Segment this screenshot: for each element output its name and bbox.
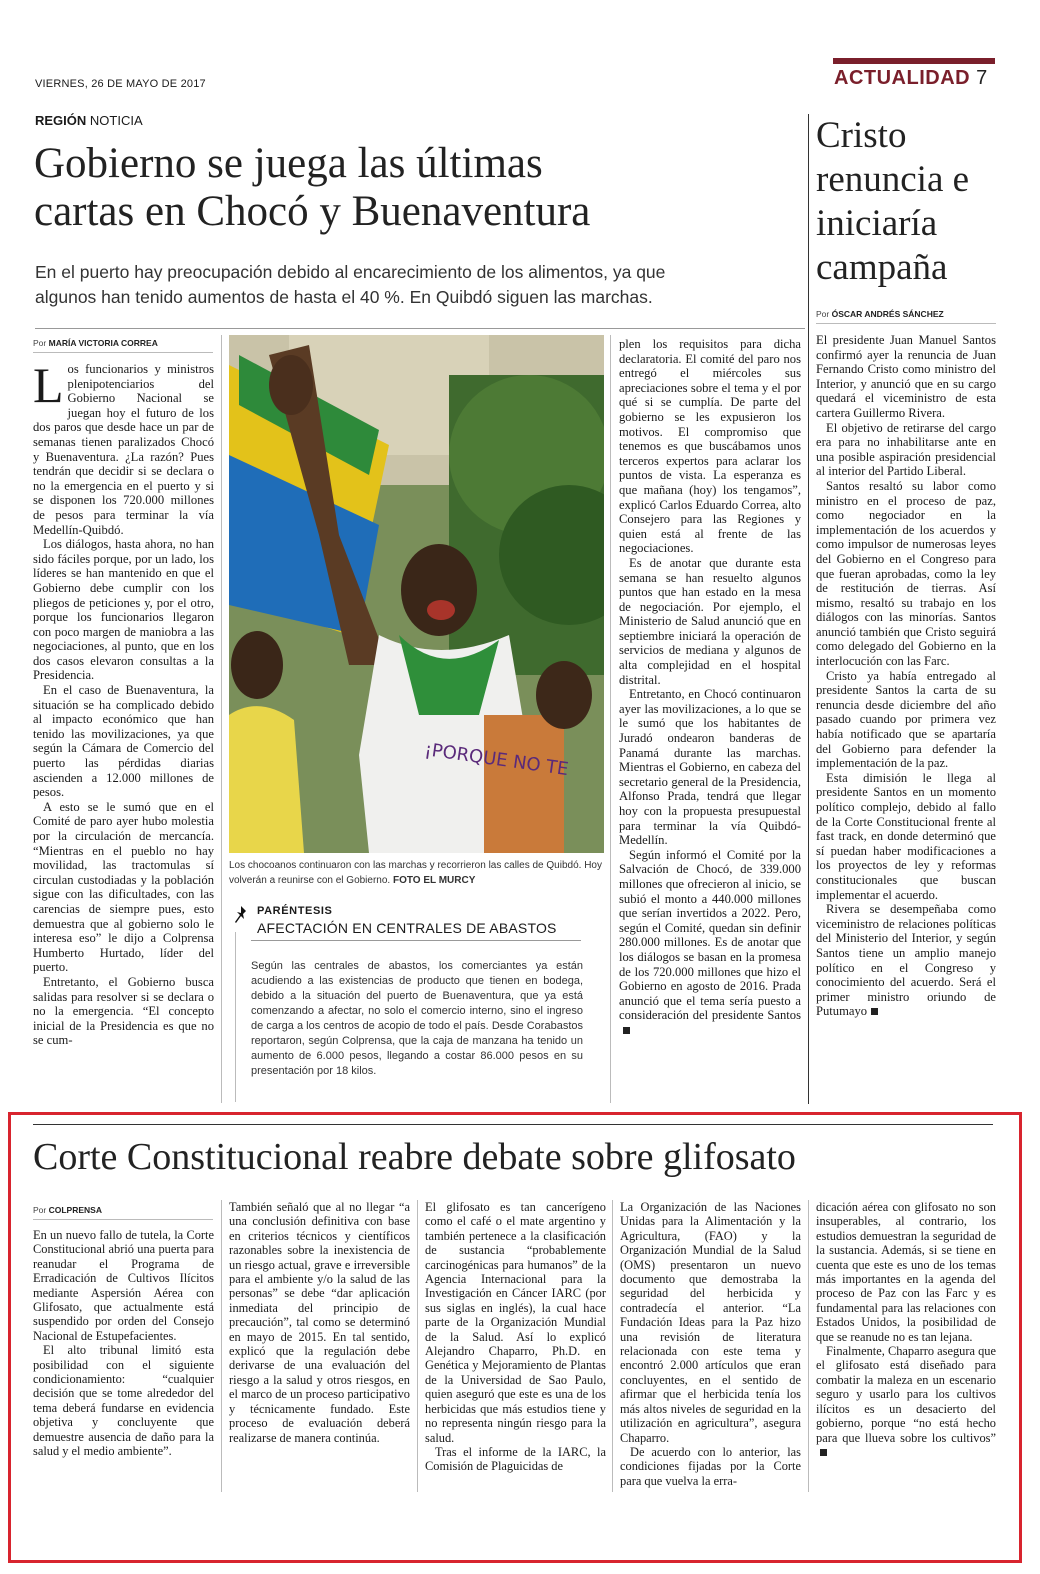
byline-author: ÓSCAR ANDRÉS SÁNCHEZ (831, 309, 944, 319)
end-mark (820, 1449, 827, 1456)
byline-author: MARÍA VICTORIA CORREA (48, 338, 158, 348)
standfirst-line-1: En el puerto hay preocupación debido al encarecimiento de los alimentos, ya que (35, 262, 666, 282)
main-column-3 (619, 337, 801, 1038)
byline-rule (33, 352, 213, 353)
side-column-rule (808, 114, 809, 1104)
rubric-region: REGIÓN (35, 113, 87, 128)
side-headline: Cristo renuncia e iniciaría campaña (816, 115, 970, 288)
photo-illustration (229, 335, 604, 853)
paragraph-text: Rivera se desempeñaba como viceministro de relaciones políticas del Ministerio del Interior, y según Santos tiene un amplio manejo político en el Congreso y conocimiento del acuerdo. Será el primer ministro oriundo de Putumayo (816, 902, 996, 1019)
protest-photo (229, 335, 604, 853)
photo-caption (229, 858, 604, 888)
section-bar (833, 58, 995, 64)
issue-date: VIERNES, 26 DE MAYO DE 2017 (35, 78, 206, 90)
paragraph: El presidente Juan Manuel Santos confirmó ayer la renuncia de Juan Fernando Cristo como ministro del Interior, y anunció que en su cargo quedará el viceministro de esta cartera Guillermo Rivera. (816, 333, 996, 420)
bottom-column-1 (33, 1228, 214, 1459)
box-label: PARÉNTESIS (257, 905, 333, 917)
byline-prefix: Por (33, 1205, 47, 1215)
paragraph: El glifosato es tan cancerígeno como el café o el mate argentino y también pertenece a la clasificación de sustancia “probablemente carcinogénicas para humanos” de la Agencia Internacional para la Investigación en Cáncer IARC (por sus siglas en inglés), la cual hace parte de la Organización Mundial de la Salud. Así lo explicó Alejandro Chaparro, Ph.D. en Genética y Mejoramiento de Plantas de la Universidad de Sao Paulo, quien aseguró que este es una de los herbicidas que más estudios tiene y no representa ningún riesgo para la salud. (425, 1200, 606, 1445)
side-column (816, 333, 996, 1019)
paragraph: El alto tribunal limitó esta posibilidad con el siguiente condicionamiento: “cualquier decisión que se tome alrededor del tema deberá fundarse en evidencia objetiva y concluyente que demuestre ausencia de daño para la salud y el medio ambiente”. (33, 1343, 214, 1459)
divider (35, 328, 805, 329)
paragraph: Entretanto, el Gobierno busca salidas para resolver si se declara o no la emergencia. “El concepto inicial de la Presidencia es que no se cum- (33, 974, 214, 1048)
rubric (35, 113, 143, 128)
paragraph: Entretanto, en Chocó continuaron ayer las movilizaciones, a lo que se le sumó que los habitantes de Juradó ondearon banderas de Panamá durante las marchas. Mientras el Gobierno, en cabeza del secretario general de la Presidencia, Alfonso Prada, tendrá que llegar hoy con la propuesta presupuestal para terminar la vía Quibdó-Medellín. (619, 687, 801, 848)
paragraph (816, 1344, 996, 1459)
byline-author: COLPRENSA (48, 1205, 102, 1215)
column-rule (808, 1200, 809, 1492)
rubric-type: NOTICIA (89, 113, 143, 128)
standfirst-line-2: algunos han tenido aumentos de hasta el 40 %. En Quibdó siguen las marchas. (35, 287, 653, 307)
byline-rule (33, 1219, 213, 1220)
box-side-rule (235, 932, 236, 1102)
paragraph: También señaló que al no llegar “a una conclusión definitiva con base en criterios técnicos y científicos razonables sobre la inexistencia de un riesgo actual, grave e irreversible para el ambiente y/o la salud de las personas” se debe “dar aplicación inmediata del principio de precaución”, tal como se determinó en mayo de 2015. En tal sentido, explicó que la regulación debe derivarse de una evaluación del riesgo a la salud y otros riesgos, en el marco de un proceso participativo y técnicamente fundado. Este proceso de evaluación deberá realizarse de manera continúa. (229, 1200, 410, 1445)
parentesis-box (229, 905, 603, 1103)
box-rule (251, 940, 581, 941)
column-rule (221, 1200, 222, 1492)
divider (33, 1124, 993, 1125)
bottom-column-5 (816, 1200, 996, 1459)
paragraph: Es de anotar que durante esta semana se han resuelto algunos puntos que han estado en la mesa de negociación. Por ejemplo, el Ministerio de Salud anunció que en septiembre iniciará la operación de servicios de mediana y algunos de alta complejidad en el hospital distrital. (619, 555, 801, 687)
placard-text: ¡PORQUE NO TE (423, 739, 570, 781)
paragraph (816, 902, 996, 1019)
main-headline (34, 140, 794, 236)
end-mark (623, 1027, 630, 1034)
paragraph: Santos resaltó su labor como ministro en el proceso de paz, como negociador en la implementación de los acuerdos y como impulsor de numerosas leyes del Gobierno en el Congreso para que fueran aprobadas, como la ley de restitución de tierras. Así mismo, resaltó su trabajo en los diálogos con las minorías. Santos anunció también que Cristo seguirá como delegado del Gobierno en la interlocución con las Farc. (816, 478, 996, 669)
pushpin-icon (233, 905, 249, 925)
main-byline (33, 338, 158, 348)
paragraph: De acuerdo con lo anterior, las condiciones fijadas por la Corte para que vuelva la erra- (620, 1444, 801, 1488)
paragraph-text: os funcionarios y ministros plenipotenciarios del Gobierno Nacional se juegan hoy el futuro de los dos paros que desde hace un par de semanas tienen paralizados Chocó y Buenaventura. ¿La razón? Pues tendrán que decidir si se declara o no la emergencia en el puerto y si se disponen los 720.000 millones de pesos para terminar la vía Medellín-Quibdó. (33, 362, 214, 537)
bottom-column-2 (229, 1200, 410, 1445)
box-text: Según las centrales de abastos, los comerciantes ya están acudiendo a las existencias de producto que tienen en bodega, debido a la situación del puerto de Buenaventura, que ya está comenzando a afectar, no solo el comercio interno, sino el ingreso de carga a los centros de acopio de todo el país. Desde Corabastos reportaron, según Colprensa, que la caja de manzana ha tenido un aumento de 6.000 pesos, llegando a costar 86.000 pesos en su presentación por 18 kilos. (251, 960, 583, 1077)
bottom-column-4 (620, 1200, 801, 1488)
paragraph: Tras el informe de la IARC, la Comisión de Plaguicidas de (425, 1444, 606, 1474)
column-rule (610, 335, 611, 1103)
box-title: AFECTACIÓN EN CENTRALES DE ABASTOS (257, 920, 557, 936)
end-mark (871, 1008, 878, 1015)
paragraph: En el caso de Buenaventura, la situación se ha complicado debido al impacto económico que han tenido las movilizaciones, ya que según la Cámara de Comercio del puerto las pérdidas diarias ascienden a 12.000 millones de pesos. (33, 683, 214, 800)
side-byline (816, 309, 944, 319)
column-rule (221, 335, 222, 1103)
standfirst (35, 260, 785, 310)
main-column-1 (33, 357, 214, 1048)
paragraph: Esta dimisión le llega al presidente Santos en un momento político complejo, debido al fallo de la Corte Constitucional frente al fast track, en donde determinó que sí puedan haber modificaciones a los proyectos de ley y reformas constitucionales que buscan implementar el acuerdo. (816, 770, 996, 902)
paragraph: Cristo ya había entregado al presidente Santos la carta de su renuncia desde diciembre del año pasado cuando por primera vez había notificado que se apartaría del Gobierno para defender la implementación de la paz. (816, 668, 996, 771)
byline-prefix: Por (33, 338, 47, 348)
section-label (834, 67, 988, 90)
paragraph: Los diálogos, hasta ahora, no han sido fáciles porque, por un lado, los líderes se han mantenido en que el Gobierno debe cumplir con los pliegos de peticiones y, por el otro, porque los funcionarios llegaron con poco margen de maniobra a las negociaciones, al punto, que en los dos casos elevaron consultas a la Presidencia. (33, 537, 214, 683)
paragraph-text: Finalmente, Chaparro asegura que el glifosato está diseñado para combatir la maleza en un escenario seguro y usarlo para los cultivos ilícitos es un desacierto del gobierno, porque “no está hecho para que llueva sobre los cultivos” (816, 1344, 996, 1445)
caption-text: Los chocoanos continuaron con las marchas y recorrieron las calles de Quibdó. Hoy volverán a reunirse con el Gobierno. (229, 860, 602, 886)
paragraph: La Organización de las Naciones Unidas para la Alimentación y la Agricultura, (FAO) y la Organización Mundial de la Salud (OMS) presentaron un nuevo documento que demostraba la seguridad del herbicida y contradecía el anterior. “La Fundación Ideas para la Paz hizo una revisión de literatura relacionada con este tema y encontró 2.000 artículos que eran concluyentes, en el sentido de afirmar que el herbicida tenía los más altos niveles de seguridad en la utilización en agricultura”, asegura Chaparro. (620, 1200, 801, 1445)
section-name: ACTUALIDAD (834, 67, 971, 89)
headline-line-1: Gobierno se juega las últimas (34, 140, 543, 187)
bottom-byline (33, 1205, 102, 1215)
headline-line-2: cartas en Chocó y Buenaventura (34, 188, 591, 235)
paragraph: En un nuevo fallo de tutela, la Corte Constitucional abrió una puerta para reanudar el Programa de Erradicación de Cultivos Ilícitos mediante Aspersión Aérea con Glifosato, que actualmente está suspendido por orden del Consejo Nacional de Estupefacientes. (33, 1228, 214, 1343)
paragraph-text: Según informó el Comité por la Salvación de Chocó, de 339.000 millones que ofrecieron al inicio, se subió el monto a 440.000 millones que serían invertidos a 2022. Pero, según el Comité, quedan sin definir 280.000 millones. Es de anotar que los diálogos se basan en la promesa de los 720.000 millones que hizo el Gobierno en agosto de 2016. Prada anunció que el tema sería puesto a consideración del presidente Santos (619, 847, 801, 1023)
column-rule (612, 1200, 613, 1492)
paragraph (619, 848, 801, 1038)
caption-credit: FOTO EL MURCY (392, 875, 476, 886)
paragraph: plen los requisitos para dicha declaratoria. El comité del paro nos entregó el miércoles sus apreciaciones sobre el tema y el por qué si se cumplía. De parte del gobierno se les expusieron los motivos. El compromiso que tenemos es que buscábamos unos terceros expertos para aclarar los puntos de vista. La esperanza es que mañana (hoy) los tengamos”, explicó Carlos Eduardo Correa, alto Consejero para las Regiones y quien está al frente de las negociaciones. (619, 337, 801, 556)
byline-prefix: Por (816, 309, 830, 319)
paragraph: El objetivo de retirarse del cargo era para no inhabilitarse ante en una posible aspiración presidencial al interior del Partido Liberal. (816, 420, 996, 479)
bottom-headline: Corte Constitucional reabre debate sobre glifosato (33, 1136, 796, 1178)
byline-rule (816, 323, 996, 324)
column-rule (417, 1200, 418, 1492)
paragraph (33, 357, 214, 537)
paragraph: dicación aérea con glifosato no son insuperables, al contrario, los estudios demuestran la seguridad de la sustancia. Además, si se tiene en cuenta que este es uno de los temas más importantes en la agenda del proceso de Paz con las Farc y es fundamental para las relaciones con Estados Unidos, la posibilidad de que se reanude no es tan lejana. (816, 1200, 996, 1344)
bottom-column-3 (425, 1200, 606, 1474)
paragraph: A esto se le sumó que en el Comité de paro ayer hubo molestia por la circulación de mercancía. “Mientras en el pueblo no hay movilidad, las tractomulas sí circulan custodiadas y la población sigue con las dificultades, con las carencias de siempre pues, esto demuestra que al gobierno solo le interesa eso” le dijo a Colprensa Humberto Hurtado, líder del puerto. (33, 799, 214, 975)
drop-cap: L (33, 357, 64, 413)
page-number: 7 (976, 67, 988, 89)
